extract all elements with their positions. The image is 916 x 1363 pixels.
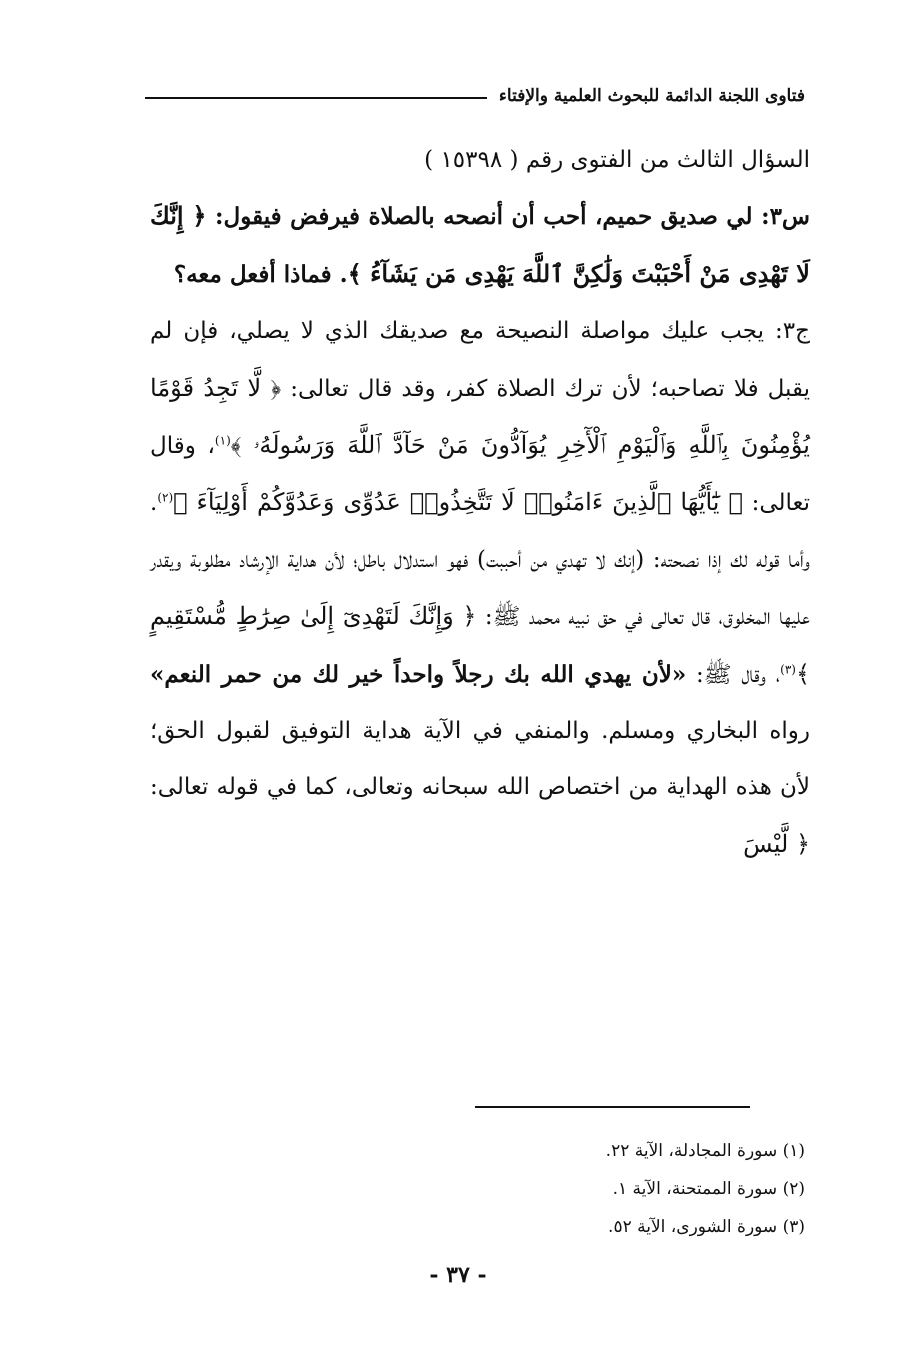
hadith-quote: «لأن يهدي الله بك رجلاً واحداً خير لك من حمر النعم» <box>150 660 687 688</box>
question-verse: ﴿ إِنَّكَ لَا تَهْدِى مَنْ أَحْبَبْتَ وَلَٰكِنَّ ٱللَّهَ يَهْدِى مَن يَشَآءُ ﴾ <box>150 201 810 288</box>
section-heading: السؤال الثالث من الفتوى رقم ( ١٥٣٩٨ ) <box>424 147 810 173</box>
answer-text-5: رواه البخاري ومسلم. والمنفي في الآية هداية التوفيق لقبول الحق؛ لأن هذه الهداية من اختصاص الله سبحانه وتعالى، كما في قوله تعالى: <box>150 718 810 801</box>
footnote-3: (٣) سورة الشورى، الآية ٥٢. <box>608 1217 805 1237</box>
answer-text-1: يجب عليك مواصلة النصيحة مع صديقك الذي لا يصلي، فإن لم يقبل فلا تصاحبه؛ لأن ترك الصلاة كفر، وقد قال تعالى: <box>150 318 810 402</box>
verse-2: ﴿ يَٰٓأَيُّهَا ٱلَّذِينَ ءَامَنُوا۟ لَا تَتَّخِذُوا۟ عَدُوِّى وَعَدُوَّكُمْ أَوْلِيَآءَ ﴾ <box>173 488 743 517</box>
answer-text-3: . وأما قوله لك إذا نصحته: (إنك لا تهدي من أحببت) فهو استدلال باطل؛ لأن هداية الإرشاد مطلوبة ويقدر عليها المخلوق، قال تعالى في حق نبيه محمد ﷺ: <box>150 490 810 631</box>
question-text-1: لي صديق حميم، أحب أن أنصحه بالصلاة فيرفض فيقول: <box>206 203 762 231</box>
page-header <box>145 86 805 106</box>
footnotes <box>150 1132 805 1246</box>
fatwa-body <box>150 132 810 873</box>
answer-label: ج٣: <box>775 318 810 345</box>
verse-4-start: ﴿ لَّيْسَ <box>743 829 810 858</box>
question-label: س٣: <box>761 203 810 231</box>
answer-paragraph <box>150 303 810 873</box>
question-text-2: . فماذا أفعل معه؟ <box>173 260 348 288</box>
verse-1: ﴿ لَّا تَجِدُ قَوْمًا يُؤْمِنُونَ بِٱللَّهِ وَٱلْيَوْمِ ٱلْأٓخِرِ يُوَآدُّونَ مَنْ حَآدَّ ٱللَّهَ وَرَسُولَهُۥ ﴾ <box>150 373 810 460</box>
running-title: فتاوى اللجنة الدائمة للبحوث العلمية والإفتاء <box>498 86 805 106</box>
footnote-ref-2: (٢) <box>157 490 174 505</box>
answer-text-2: ، وقال تعالى: <box>150 433 810 517</box>
footnote-ref-3: (٣) <box>780 662 796 676</box>
answer-text-4: ، وقال ﷺ: <box>686 661 781 688</box>
footnote-separator <box>475 1106 750 1108</box>
footnote-1: (١) سورة المجادلة، الآية ٢٢. <box>605 1141 805 1161</box>
verse-3: ﴿ وَإِنَّكَ لَتَهْدِىٓ إِلَىٰ صِرَٰطٍ مُّسْتَقِيمٍ ﴾ <box>150 602 811 688</box>
question-paragraph <box>150 188 810 303</box>
footnote-2: (٢) سورة الممتحنة، الآية ١. <box>612 1179 805 1199</box>
header-rule <box>145 97 487 99</box>
footnote-ref-1: (١) <box>214 433 231 448</box>
page-number: - ٣٧ - <box>429 1262 487 1288</box>
